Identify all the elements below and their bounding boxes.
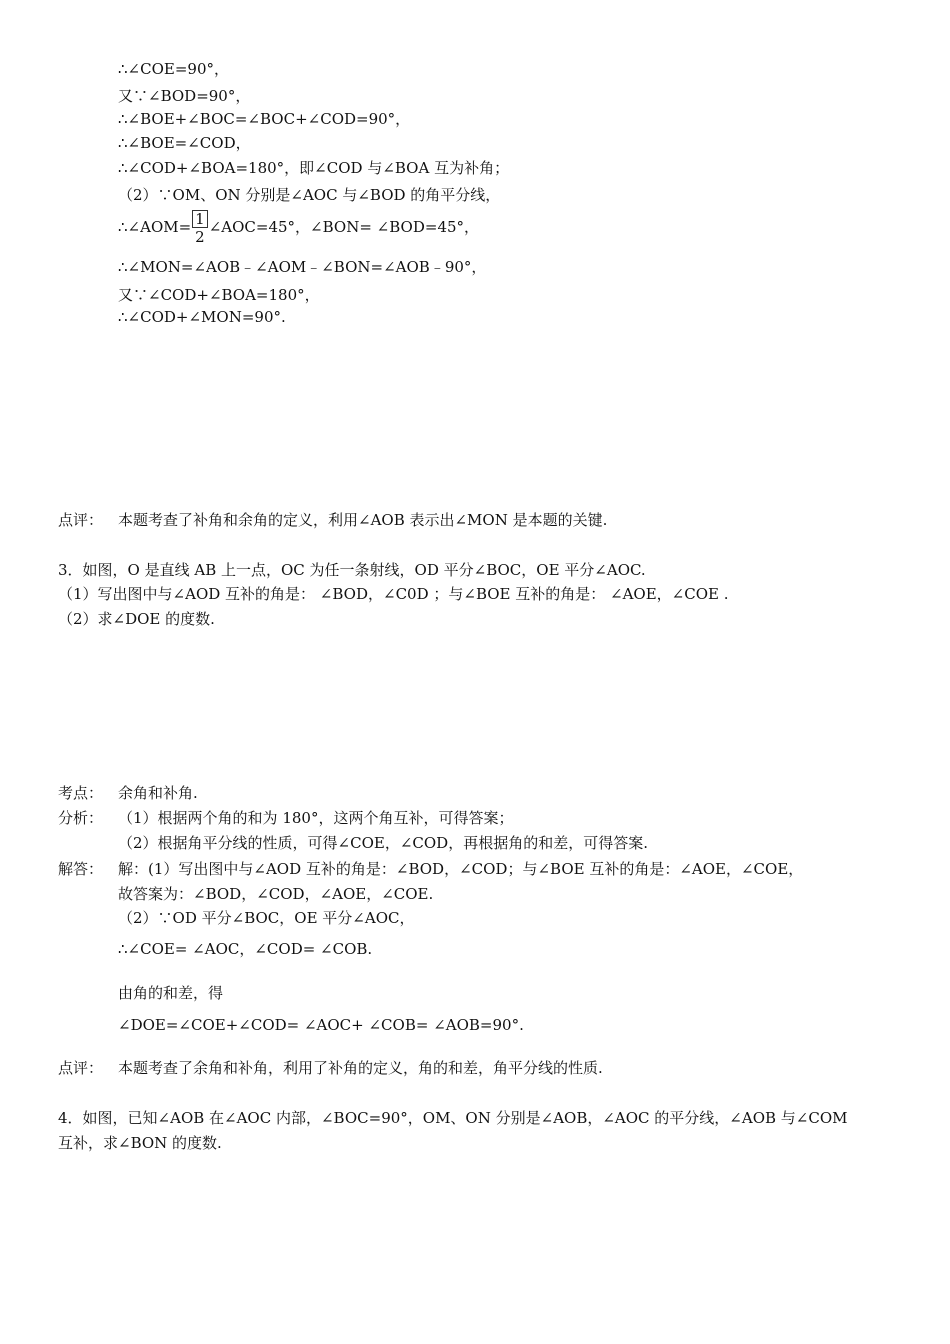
proof-line-9: 又∵∠COD+∠BOA=180°，	[118, 286, 320, 304]
proof-line-5: ∴∠COD+∠BOA=180°，即∠COD 与∠BOA 互为补角；	[118, 159, 510, 177]
question-3-part-2: （2）求∠DOE 的度数.	[58, 610, 215, 628]
solution-line-4: ∴∠COE= ∠AOC，∠COD= ∠COB.	[118, 940, 373, 958]
topic-label: 考点：	[58, 784, 104, 802]
comment-3-text: 本题考查了余角和补角，利用了补角的定义，角的和差，角平分线的性质.	[118, 1059, 603, 1077]
proof-line-3: ∴∠BOE+∠BOC=∠BOC+∠COD=90°，	[118, 110, 411, 128]
solution-line-2: 故答案为：∠BOD，∠COD，∠AOE，∠COE.	[118, 885, 434, 903]
fraction-denominator: 2	[195, 228, 205, 246]
proof-line-2: 又∵∠BOD=90°，	[118, 87, 251, 105]
proof-line-8: ∴∠MON=∠AOB﹣∠AOM﹣∠BON=∠AOB﹣90°，	[118, 258, 487, 276]
analysis-line-2: （2）根据角平分线的性质，可得∠COE，∠COD，再根据角的和差，可得答案.	[118, 834, 648, 852]
analysis-line-1: （1）根据两个角的和为 180°，这两个角互补，可得答案；	[118, 809, 514, 827]
topic-text: 余角和补角.	[118, 784, 198, 802]
proof-line-7-part-b: ∠AOC=45°，∠BON= ∠BOD=45°，	[208, 218, 480, 236]
fraction-half	[192, 210, 208, 246]
analysis-label: 分析：	[58, 809, 104, 827]
proof-line-7-part-a: ∴∠AOM=	[118, 218, 192, 236]
solution-line-3: （2）∵OD 平分∠BOC，OE 平分∠AOC，	[118, 909, 415, 927]
question-4-line-1: 4．如图，已知∠AOB 在∠AOC 内部，∠BOC=90°，OM、ON 分别是∠AOB，∠AOC 的平分线，∠AOB 与∠COM	[58, 1109, 848, 1127]
question-3-stem: 3．如图，O 是直线 AB 上一点，OC 为任一条射线，OD 平分∠BOC，OE 平分∠AOC.	[58, 561, 646, 579]
solution-line-6: ∠DOE=∠COE+∠COD= ∠AOC+ ∠COB= ∠AOB=90°.	[118, 1016, 524, 1034]
solution-line-1: 解：(1）写出图中与∠AOD 互补的角是：∠BOD，∠COD；与∠BOE 互补的角是：∠AOE，∠COE，	[118, 860, 804, 878]
proof-line-10: ∴∠COD+∠MON=90°.	[118, 308, 286, 326]
proof-line-4: ∴∠BOE=∠COD，	[118, 134, 251, 152]
comment-3-label: 点评：	[58, 1059, 104, 1077]
proof-line-1: ∴∠COE=90°，	[118, 60, 229, 78]
question-4-line-2: 互补，求∠BON 的度数.	[58, 1134, 222, 1152]
comment-label: 点评：	[58, 511, 104, 529]
solution-line-5: 由角的和差，得	[118, 984, 224, 1002]
proof-line-7	[118, 210, 479, 246]
solution-label: 解答：	[58, 860, 104, 878]
question-3-part-1: （1）写出图中与∠AOD 互补的角是： ∠BOD，∠C0D ；与∠BOE 互补的角是： ∠AOE，∠COE .	[58, 585, 729, 603]
fraction-numerator: 1	[192, 210, 208, 228]
proof-line-6: （2）∵OM、ON 分别是∠AOC 与∠BOD 的角平分线，	[118, 186, 501, 204]
comment-text: 本题考查了补角和余角的定义，利用∠AOB 表示出∠MON 是本题的关键.	[118, 511, 608, 529]
